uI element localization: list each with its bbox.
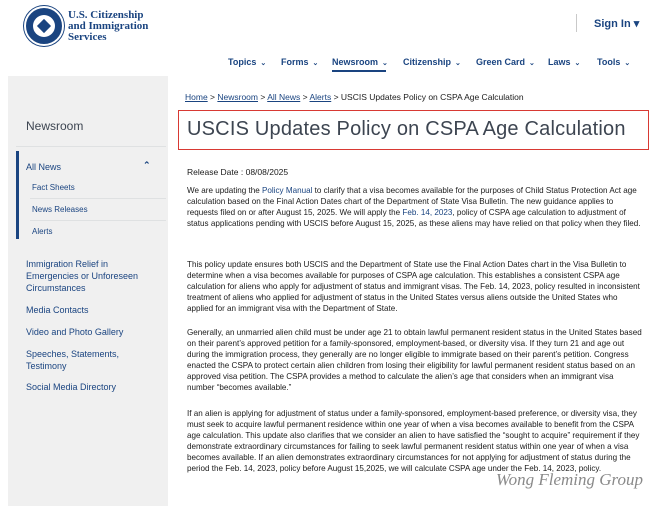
- nav-laws-label: Laws: [548, 57, 571, 67]
- chevron-down-icon: ⌄: [624, 60, 631, 67]
- paragraph-text: , policy of CSPA age calculation to adjustment of status applications pending with USCIS before August 15, 2025, as these aliens may have relied on that policy when they filed.: [187, 208, 641, 229]
- chevron-up-icon[interactable]: ⌃: [143, 160, 151, 170]
- brand-line-3: Services: [68, 31, 107, 43]
- agency-wordmark[interactable]: [68, 10, 148, 43]
- nav-green-card-label: Green Card: [476, 57, 526, 67]
- feb-14-2023-link[interactable]: Feb. 14, 2023: [402, 208, 453, 218]
- nav-citizenship-label: Citizenship: [403, 57, 452, 67]
- nav-active-indicator: [332, 70, 386, 72]
- chevron-down-icon: ⌄: [455, 60, 461, 67]
- sidebar-item-alerts[interactable]: Alerts: [32, 227, 53, 236]
- nav-laws[interactable]: [548, 57, 580, 67]
- eagle-icon: [37, 19, 51, 33]
- article-paragraph-2: This policy update ensures both USCIS and the Department of State use the Final Action Dates chart in the Visa Bulletin to determine when a visa becomes available for purposes of CSPA age calculation. This establishes a consistent CSPA age calculation for aliens who apply for adjustment of status and immigrant visas. The Feb. 14, 2023, policy resulted in inconsistent treatment of aliens who applied for adjustment of status in the United States versus aliens outside the United States who applied for an immigrant visa with the Department of State.: [187, 260, 640, 314]
- nav-newsroom-label: Newsroom: [332, 57, 379, 67]
- chevron-down-icon: ⌄: [260, 60, 267, 67]
- breadcrumb-home[interactable]: Home: [185, 92, 208, 102]
- dhs-seal-logo[interactable]: [24, 6, 64, 46]
- chevron-down-icon: ⌄: [529, 60, 535, 67]
- release-date: Release Date : 08/08/2025: [187, 167, 289, 177]
- sidebar-item-fact-sheets[interactable]: Fact Sheets: [32, 183, 75, 192]
- article-paragraph-4: If an alien is applying for adjustment of status under a family-sponsored, employment-based preference, or diversity visa, they must seek to acquire lawful permanent residence within one year of when a visa becomes available to benefit from the CSPA age calculation. This update also clarifies that we consider an alien to have satisfied the “sought to acquire” requirement if they demonstrate extraordinary circumstances for failing to seek lawful permanent resident status within one year of when a visa becomes available. If an alien demonstrates extraordinary circumstances for not applying for adjustment of status during the period the Feb. 14, 2023, policy before August 15,2025, we will calculate CSPA age under the Feb. 14, 2023, policy.: [187, 409, 640, 474]
- sidebar-sub-divider: [30, 198, 166, 199]
- nav-topics-label: Topics: [228, 57, 257, 67]
- watermark: Wong Fleming Group: [496, 470, 644, 489]
- nav-newsroom[interactable]: [332, 57, 388, 67]
- breadcrumb: [185, 92, 524, 102]
- breadcrumb-separator: >: [258, 92, 268, 102]
- breadcrumb-all-news[interactable]: All News: [267, 92, 301, 102]
- article-paragraph-1: [187, 185, 642, 229]
- breadcrumb-separator: >: [300, 92, 310, 102]
- sidebar-item-media-contacts[interactable]: Media Contacts: [26, 305, 89, 315]
- nav-forms[interactable]: [281, 57, 318, 67]
- breadcrumb-alerts[interactable]: Alerts: [309, 92, 332, 102]
- chevron-down-icon: ⌄: [382, 60, 388, 67]
- seal-inner: [33, 15, 55, 37]
- sidebar-title: Newsroom: [26, 119, 84, 133]
- header-divider: [576, 14, 577, 32]
- sidebar-item-speeches[interactable]: Speeches, Statements, Testimony: [26, 349, 120, 371]
- breadcrumb-separator: >: [331, 92, 341, 102]
- nav-tools-label: Tools: [597, 57, 621, 67]
- nav-green-card[interactable]: [476, 57, 535, 67]
- sidebar-divider: [16, 146, 166, 147]
- sidebar-sub-divider: [30, 220, 166, 221]
- chevron-down-icon: ⌄: [312, 60, 319, 67]
- site-header: [0, 0, 658, 52]
- sidebar-active-indicator: [16, 151, 19, 239]
- breadcrumb-current: USCIS Updates Policy on CSPA Age Calculation: [340, 92, 524, 102]
- sidebar-item-social-media[interactable]: Social Media Directory: [26, 382, 117, 392]
- policy-manual-link[interactable]: Policy Manual: [262, 186, 313, 195]
- nav-citizenship[interactable]: [403, 57, 461, 67]
- paragraph-text: We are updating the: [187, 186, 262, 195]
- page-title: USCIS Updates Policy on CSPA Age Calculation: [187, 118, 626, 140]
- breadcrumb-separator: >: [207, 92, 218, 102]
- chevron-down-icon: ⌄: [574, 60, 581, 67]
- sidebar-item-immigration-relief[interactable]: Immigration Relief in Emergencies or Unforeseen Circumstances: [26, 259, 139, 293]
- nav-forms-label: Forms: [281, 57, 309, 67]
- nav-topics[interactable]: [228, 57, 266, 67]
- breadcrumb-newsroom[interactable]: Newsroom: [217, 92, 258, 102]
- sidebar-item-all-news[interactable]: All News: [26, 162, 62, 172]
- sidebar-item-video-photo-gallery[interactable]: Video and Photo Gallery: [26, 327, 124, 337]
- sign-in-button[interactable]: Sign In ▾: [594, 18, 640, 30]
- sidebar-item-news-releases[interactable]: News Releases: [32, 205, 88, 214]
- nav-tools[interactable]: [597, 57, 630, 67]
- brand-line-1: U.S. Citizenship: [68, 9, 144, 21]
- article-paragraph-3: Generally, an unmarried alien child must be under age 21 to obtain lawful permanent resident status in the United States based on their parent’s approved petition for a family-sponsored, employment-based, or diversity visa. If they turn 21 and age out during the immigration process, they generally are no longer eligible to immigrate based on their parent’s petition. Congress enacted the CSPA to protect certain alien children from losing their eligibility for lawful permanent resident status based on an approved visa petition. The CSPA provides a method to calculate the alien’s age that considers when an immigrant visa number “becomes available.”: [187, 328, 642, 393]
- paragraph-text: to clarify that a visa becomes available for the purposes of Child Status Protection Act age calculation based on the Final Action Dates chart of the Department of State Visa Bulletin. The new guidance applies to requests filed on or after August 15, 2025. We will apply the: [187, 186, 637, 218]
- main-nav: [0, 52, 658, 76]
- brand-line-2: and Immigration: [68, 20, 149, 32]
